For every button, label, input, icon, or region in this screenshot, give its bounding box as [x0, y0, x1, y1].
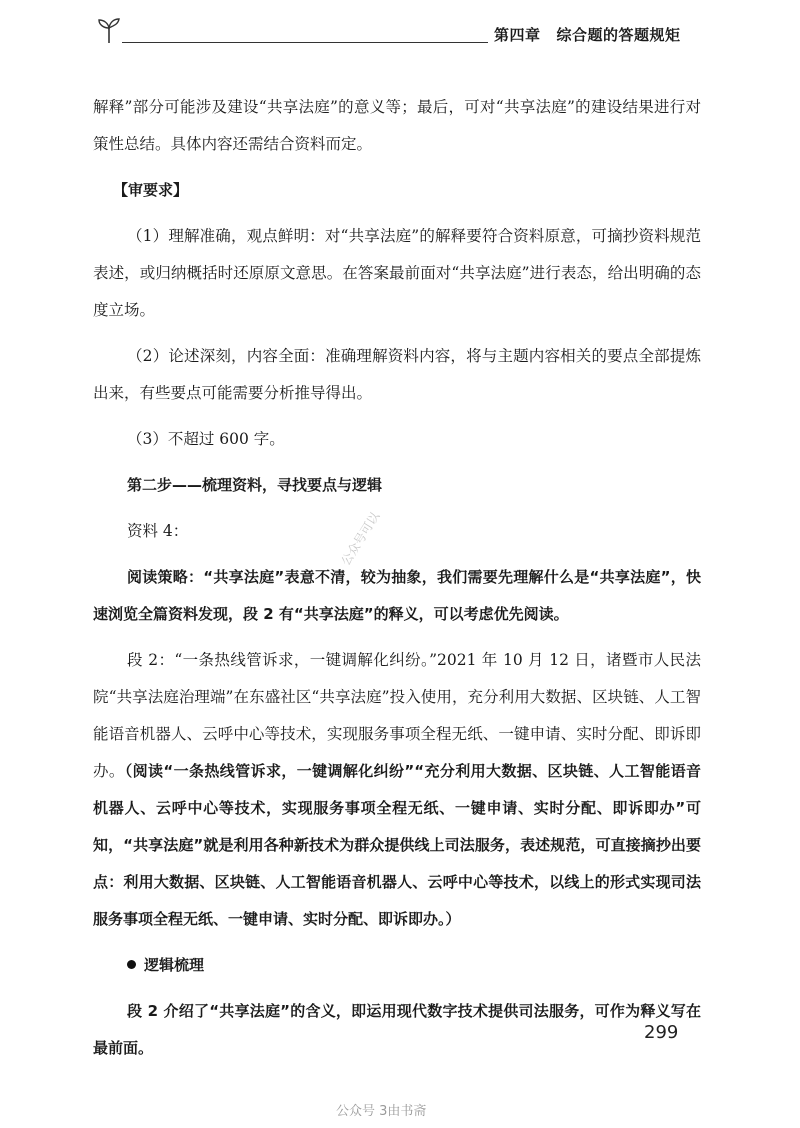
paragraph-intro: 解释”部分可能涉及建设“共享法庭”的意义等；最后，可对“共享法庭”的建设结果进行对策性总结。具体内容还需结合资料而定。: [93, 98, 701, 153]
logic-text: 段 2 介绍了“共享法庭”的含义，即运用现代数字技术提供司法服务，可作为释义写在最前面。: [93, 1002, 701, 1057]
material-label: 资料 4：: [127, 522, 189, 540]
reading-strategy: 阅读策略：“共享法庭”表意不清，较为抽象，我们需要先理解什么是“共享法庭”，快速浏览全篇资料发现，段 2 有“共享法庭”的释义，可以考虑优先阅读。: [93, 568, 701, 623]
chapter-title: 综合题的答题规矩: [556, 26, 681, 44]
footer-watermark: 公众号 3由书斋: [336, 1104, 427, 1119]
logic-heading: [127, 947, 701, 984]
header-rule: [122, 42, 488, 43]
running-header: [494, 24, 681, 45]
bullet-icon: [127, 960, 136, 969]
logic-heading-text: 逻辑梳理: [144, 956, 205, 974]
sprout-icon: [96, 14, 122, 44]
page-number: 299: [644, 1022, 679, 1043]
requirement-2: （2）论述深刻，内容全面：准确理解资料内容，将与主题内容相关的要点全部提炼出来，有些要点可能需要分析推导得出。: [93, 347, 701, 402]
requirement-1: （1）理解准确，观点鲜明：对“共享法庭”的解释要符合资料原意，可摘抄资料规范表述，或归纳概括时还原原文意思。在答案最前面对“共享法庭”进行表态，给出明确的态度立场。: [93, 227, 701, 319]
requirement-3: （3）不超过 600 字。: [127, 430, 285, 448]
paragraph-two-text: 段 2：“一条热线管诉求，一键调解化纠纷。”2021 年 10 月 12 日，诸暨市人民法院“共享法庭治理端”在东盛社区“共享法庭”投入使用，充分利用大数据、区块链、人工智能语音机器人、云呼中心等技术，实现服务事项全程无纸、一键申请、实时分配、即诉即办。: [93, 651, 701, 780]
section-heading-requirements: 【审要求】: [113, 181, 189, 199]
watermark: 公众号可以: [338, 509, 383, 568]
page-body: [93, 89, 701, 1076]
step-two-heading: 第二步——梳理资料，寻找要点与逻辑: [127, 476, 383, 494]
chapter-label: 第四章: [494, 26, 541, 44]
paragraph-two: [93, 642, 701, 938]
paragraph-two-annotation: （阅读“一条热线管诉求，一键调解化纠纷”“充分利用大数据、区块链、人工智能语音机器人、云呼中心等技术，实现服务事项全程无纸、一键申请、实时分配、即诉即办”可知，“共享法庭”就是利用各种新技术为群众提供线上司法服务，表述规范，可直接摘抄出要点：利用大数据、区块链、人工智能语音机器人、云呼中心等技术，以线上的形式实现司法服务事项全程无纸、一键申请、实时分配、即诉即办。）: [93, 762, 701, 928]
